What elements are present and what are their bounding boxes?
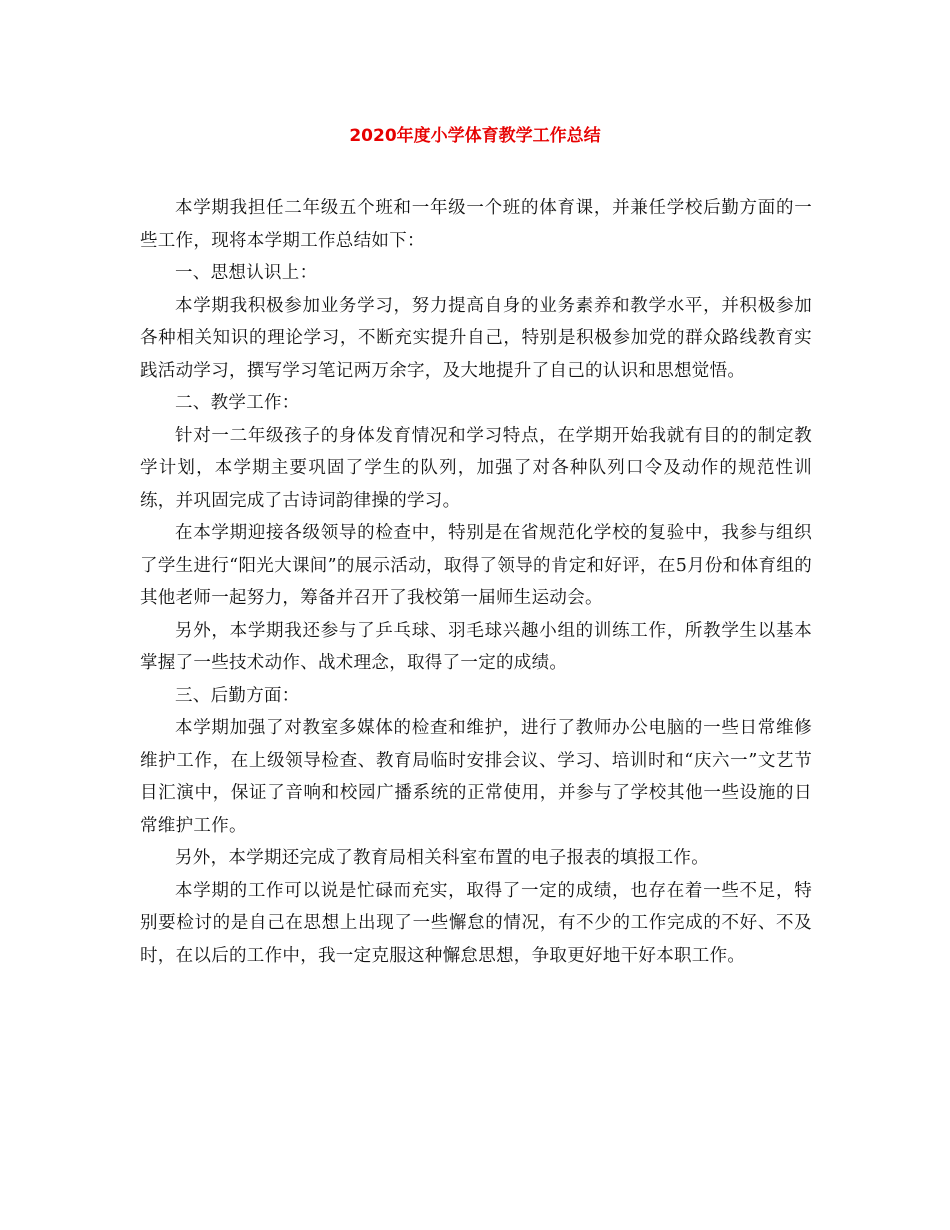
paragraph-thinking: 本学期我积极参加业务学习，努力提高自身的业务素养和教学水平，并积极参加各种相关知识的理论学习，不断充实提升自己，特别是积极参加党的群众路线教育实践活动学习，撰写学习笔记两万余字，及大地提升了自己的认识和思想觉悟。 <box>140 295 812 381</box>
paragraph-conclusion: 本学期的工作可以说是忙碌而充实，取得了一定的成绩，也存在着一些不足，特别要检讨的是自己在思想上出现了一些懈怠的情况，有不少的工作完成的不好、不及时，在以后的工作中，我一定克服这种懈怠思想，争取更好地干好本职工作。 <box>140 880 812 966</box>
paragraph-maintenance: 本学期加强了对教室多媒体的检查和维护，进行了教师办公电脑的一些日常维修维护工作，在上级领导检查、教育局临时安排会议、学习、培训时和“庆六一”文艺节目汇演中，保证了音响和校园广播系统的正常使用，并参与了学校其他一些设施的日常维护工作。 <box>140 718 812 836</box>
paragraph-reports: 另外，本学期还完成了教育局相关科室布置的电子报表的填报工作。 <box>175 848 709 868</box>
document-title: 2020年度小学体育教学工作总结 <box>349 126 601 146</box>
paragraph-interest-groups: 另外，本学期我还参与了乒乓球、羽毛球兴趣小组的训练工作，所教学生以基本掌握了一些技术动作、战术理念，取得了一定的成绩。 <box>140 620 812 673</box>
document-body <box>140 192 812 972</box>
section-heading-logistics: 三、后勤方面： <box>175 685 300 706</box>
section-heading-thinking: 一、思想认识上： <box>175 263 318 283</box>
paragraph-intro: 本学期我担任二年级五个班和一年级一个班的体育课，并兼任学校后勤方面的一些工作，现将本学期工作总结如下： <box>140 198 812 251</box>
section-heading-teaching: 二、教学工作： <box>175 393 300 413</box>
paragraph-teaching-plan: 针对一二年级孩子的身体发育情况和学习特点，在学期开始我就有目的的制定教学计划，本学期主要巩固了学生的队列，加强了对各种队列口令及动作的规范性训练，并巩固完成了古诗词韵律操的学习。 <box>140 425 812 511</box>
paragraph-inspection: 在本学期迎接各级领导的检查中，特别是在省规范化学校的复验中，我参与组织了学生进行“阳光大课间”的展示活动，取得了领导的肯定和好评，在5月份和体育组的其他老师一起努力，筹备并召开了我校第一届师生运动会。 <box>140 523 812 608</box>
